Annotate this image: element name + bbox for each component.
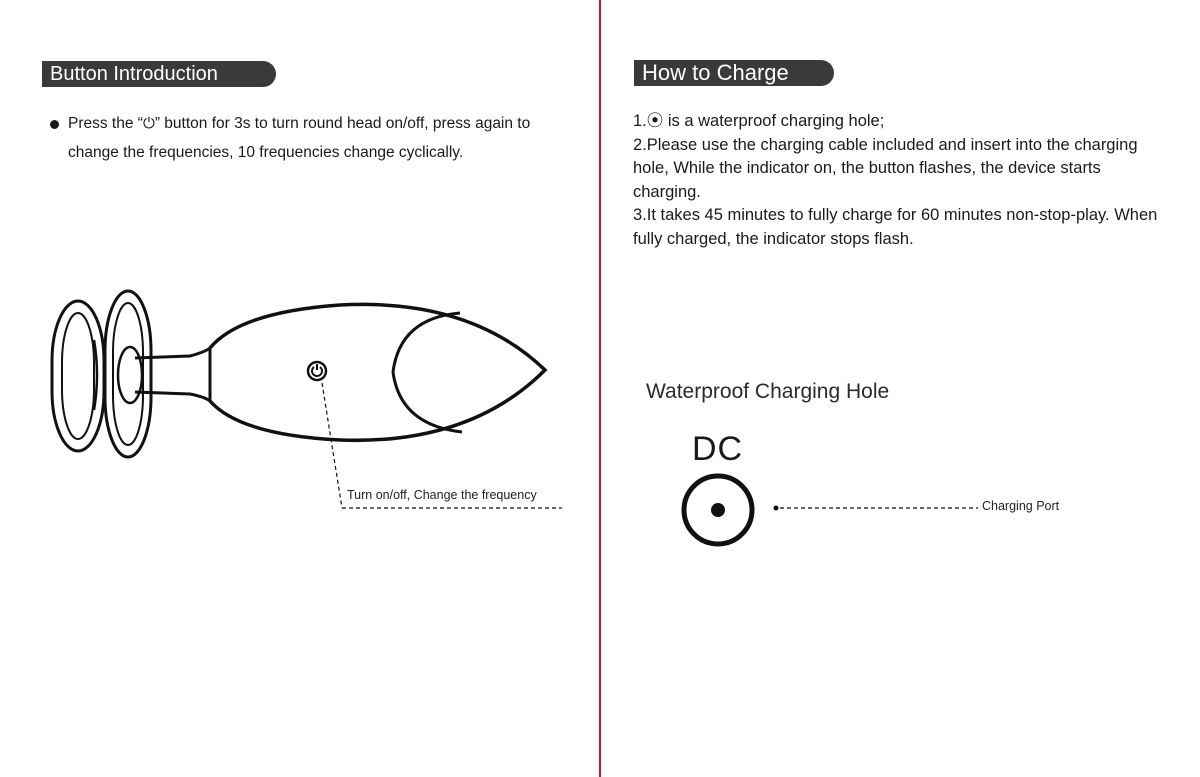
how-to-charge-title: How to Charge [634,60,834,86]
device-illustration [52,291,562,508]
device-head [393,313,462,432]
charging-instructions [633,110,1173,251]
charging-port-label: Charging Port [982,499,1060,513]
charging-hole-icon: ⦿ [646,112,664,130]
button-introduction-title: Button Introduction [42,61,276,87]
device-neck [135,348,210,401]
device-body [210,304,545,440]
device-ring-front [105,291,151,457]
button-callout-label: Turn on/off, Change the frequency [347,488,537,502]
charge-step-2: 2.Please use the charging cable included and insert into the charging hole, While the indicator on, the button flashes, the device starts charging. [633,135,1138,201]
power-icon: ⏻ [142,115,155,132]
button-callout-line [322,383,342,508]
instruction-prefix: Press the “ [68,115,143,132]
charge-step-1 [633,110,1173,134]
step-1-number: 1. [633,112,647,130]
step-1-text: is a waterproof charging hole; [663,112,885,130]
charge-step-3: 3.It takes 45 minutes to fully charge for 60 minutes non-stop-play. When fully charged, the indicator stops flash. [633,206,1158,248]
waterproof-hole-heading: Waterproof Charging Hole [646,380,890,403]
dc-port-illustration [684,476,978,544]
dc-label: DC [692,430,744,468]
instruction-suffix: ” button for 3s to turn round head on/off, press again to change the frequencies, 10 frequencies change cyclically. [68,115,531,161]
